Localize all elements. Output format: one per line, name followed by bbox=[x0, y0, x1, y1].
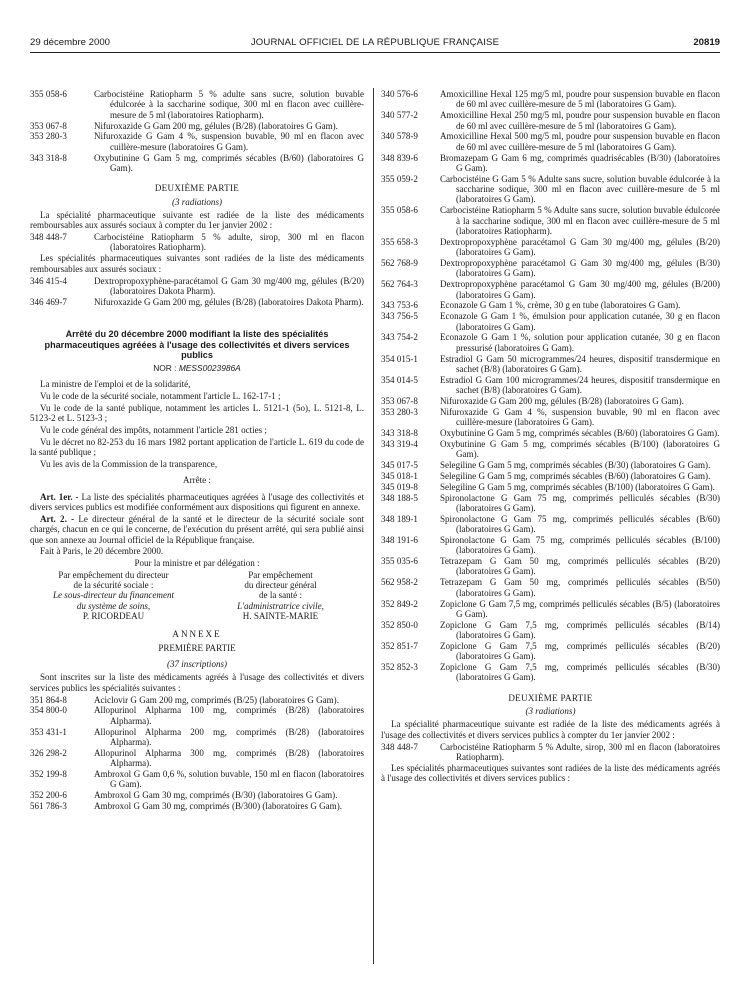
item-code: 353 280-3 bbox=[30, 131, 67, 142]
item-code: 343 318-8 bbox=[30, 152, 67, 163]
list-item bbox=[30, 801, 364, 811]
nor-reference bbox=[30, 363, 364, 373]
item-description: Econazole G Gam 1 %, émulsion pour application cutanée, 30 g en flacon (laboratoires G Gam). bbox=[440, 311, 720, 332]
item-code: 326 298-2 bbox=[30, 747, 67, 758]
list-item bbox=[30, 89, 364, 120]
item-code: 355 058-6 bbox=[381, 205, 418, 216]
item-description: Allopurinol Alpharma 200 mg, comprimés (B/28) (laboratoires Alpharma). bbox=[94, 726, 364, 747]
list-item bbox=[381, 311, 720, 332]
item-description: Estradiol G Gam 100 microgrammes/24 heures, dispositif transdermique en sachet (B/8) (laboratoires G Gam). bbox=[440, 374, 720, 396]
vu-3: Vu le code général des impôts, notamment l'article 281 octies ; bbox=[40, 425, 267, 436]
item-code: 355 059-2 bbox=[381, 173, 418, 184]
list-item bbox=[381, 153, 720, 174]
item-description: Econazole G Gam 1 %, solution pour application cutanée, 30 g en flacon pressurisé (laboratoires G Gam). bbox=[440, 332, 720, 353]
item-code: 352 849-2 bbox=[381, 598, 418, 609]
left-part2-para1: La spécialité pharmaceutique suivante est radiée de la liste des médicaments remboursables aux assurés sociaux à compter du 1er janvier 2002 : bbox=[30, 209, 364, 231]
item-description: Estradiol G Gam 50 microgrammes/24 heures, dispositif transdermique en sachet (B/8) (laboratoires G Gam). bbox=[440, 353, 720, 374]
item-description: Dextropropoxyphène paracétamol G Gam 30 mg/400 mg, gélules (B/200) (laboratoires G Gam). bbox=[440, 279, 720, 300]
item-description: Allopurinol Alpharma 300 mg, comprimés (B/28) (laboratoires Alpharma). bbox=[94, 747, 364, 769]
item-description: Aciclovir G Gam 200 mg, comprimés (B/25) (laboratoires G Gam). bbox=[94, 694, 339, 705]
list-item bbox=[30, 790, 364, 800]
left-part2-subtitle: (3 radiations) bbox=[171, 196, 222, 207]
signature-left bbox=[30, 570, 197, 622]
item-description: Selegiline G Gam 5 mg, comprimés sécables (B/30) (laboratoires G Gam). bbox=[440, 460, 711, 471]
vu-4: Vu le décret no 82-253 du 16 mars 1982 portant application de l'article L. 619 du code de la santé publique ; bbox=[30, 436, 364, 458]
item-description: Nifuroxazide G Gam 200 mg, gélules (B/28) (laboratoires Dakota Pharm). bbox=[94, 296, 364, 307]
left-column bbox=[30, 89, 364, 812]
signature-line: Le sous-directeur du financement bbox=[52, 590, 175, 601]
list-item bbox=[381, 174, 720, 205]
item-description: Carbocistéine Ratiopharm 5 % Adulte, sirop, 300 ml en flacon (laboratoires Ratiopharm). bbox=[440, 741, 720, 762]
list-item bbox=[381, 471, 720, 481]
vu-5: Vu les avis de la Commission de la transparence, bbox=[40, 459, 218, 470]
item-code: 348 189-1 bbox=[381, 513, 418, 524]
annexe-title: ANNEXE bbox=[172, 629, 222, 640]
item-code: 346 415-4 bbox=[30, 275, 67, 286]
item-description: Zopiclone G Gam 7,5 mg, comprimés pelliculés sécables (B/20) (laboratoires G Gam). bbox=[440, 640, 720, 662]
signature-right bbox=[197, 570, 364, 622]
item-code: 343 756-5 bbox=[381, 311, 418, 322]
item-description: Oxybutinine G Gam 5 mg, comprimés sécables (B/100) (laboratoires G Gam). bbox=[440, 438, 720, 460]
right-column bbox=[381, 89, 720, 785]
item-code: 345 018-1 bbox=[381, 470, 418, 481]
item-description: Ambroxol G Gam 30 mg, comprimés (B/30) (laboratoires G Gam). bbox=[94, 790, 338, 801]
list-item bbox=[381, 131, 720, 152]
list-item bbox=[30, 276, 364, 297]
page-header bbox=[30, 37, 720, 51]
nor-value: MESS0023986A bbox=[178, 362, 241, 373]
item-code: 352 200-6 bbox=[30, 790, 67, 801]
item-code: 354 014-5 bbox=[381, 374, 418, 385]
item-code: 340 577-2 bbox=[381, 110, 418, 121]
item-code: 340 578-9 bbox=[381, 131, 418, 142]
article-1 bbox=[30, 492, 364, 513]
signature-line: L'administratrice civile, bbox=[237, 600, 324, 611]
item-code: 562 958-2 bbox=[381, 577, 418, 588]
left-part2-para2: Les spécialités pharmaceutiques suivantes sont radiées de la liste des médicaments remboursables aux assurés sociaux : bbox=[30, 253, 364, 274]
list-item bbox=[381, 279, 720, 300]
item-code: 343 753-6 bbox=[381, 300, 418, 311]
item-description: Zopiclone G Gam 7,5 mg, comprimés pelliculés sécables (B/14) (laboratoires G Gam). bbox=[440, 619, 720, 641]
item-code: 355 058-6 bbox=[30, 89, 67, 99]
list-item bbox=[30, 705, 364, 726]
list-item bbox=[381, 620, 720, 641]
item-description: Nifuroxazide G Gam 200 mg, gélules (B/28) (laboratoires G Gam). bbox=[94, 120, 338, 131]
item-code: 353 067-8 bbox=[381, 395, 418, 406]
item-code: 346 469-7 bbox=[30, 296, 67, 307]
part1-para: Sont inscrites sur la liste des médicaments agréés à l'usage des collectivités et divers services publics les spécialités suivantes : bbox=[30, 672, 364, 693]
list-item bbox=[381, 535, 720, 556]
article-2-text: Le directeur général de la santé et le directeur de la sécurité sociale sont chargés, chacun en ce qui le concerne, de l'exécution du présent arrêté, qui sera publié ainsi que son annexe au Journal officiel de la République française. bbox=[30, 513, 365, 545]
item-code: 355 035-6 bbox=[381, 556, 418, 567]
list-item bbox=[30, 121, 364, 131]
signatures bbox=[30, 570, 364, 622]
list-item bbox=[381, 300, 720, 310]
list-item bbox=[381, 407, 720, 428]
item-code: 353 280-3 bbox=[381, 406, 418, 417]
list-item bbox=[381, 577, 720, 598]
item-description: Oxybutinine G Gam 5 mg, comprimés sécables (B/60) (laboratoires G Gam). bbox=[94, 152, 364, 173]
list-item bbox=[381, 332, 720, 353]
item-description: Selegiline G Gam 5 mg, comprimés sécables (B/100) (laboratoires G Gam). bbox=[440, 481, 715, 492]
item-description: Selegiline G Gam 5 mg, comprimés sécables (B/60) (laboratoires G Gam). bbox=[440, 470, 711, 481]
list-item bbox=[30, 297, 364, 307]
item-code: 343 754-2 bbox=[381, 332, 418, 343]
list-item bbox=[381, 599, 720, 620]
item-description: Bromazepam G Gam 6 mg, comprimés quadrisécables (B/30) (laboratoires G Gam). bbox=[440, 152, 720, 173]
pour-line: Pour la ministre et par délégation : bbox=[134, 558, 260, 569]
item-description: Amoxicilline Hexal 125 mg/5 ml, poudre pour suspension buvable en flacon de 60 ml avec cuillère-mesure de 5 ml (laboratoires G Gam). bbox=[440, 89, 720, 110]
list-item bbox=[30, 153, 364, 174]
item-code: 354 015-1 bbox=[381, 353, 418, 364]
list-item bbox=[381, 428, 720, 438]
item-description: Spironolactone G Gam 75 mg, comprimés pelliculés sécables (B/100) (laboratoires G Gam). bbox=[440, 534, 720, 556]
right-part2-para1: La spécialité pharmaceutique suivante est radiée de la liste des médicaments agréés à l'usage des collectivités et divers services publics à compter du 1er janvier 2002 : bbox=[381, 719, 720, 740]
part1-entries bbox=[30, 695, 364, 812]
signature-line: de la santé : bbox=[259, 590, 302, 601]
item-code: 352 851-7 bbox=[381, 640, 418, 651]
vu-2: Vu le code de la santé publique, notamment les articles L. 5121-1 (5o), L. 5121-8, L. 5123-2 et L. 5123-3 ; bbox=[30, 402, 364, 424]
right-part2-para2: Les spécialités pharmaceutiques suivantes sont radiées de la liste des médicaments agréés à l'usage des collectivités et divers services publics : bbox=[381, 762, 720, 784]
list-item bbox=[381, 205, 720, 236]
item-description: Carbocistéine Ratiopharm 5 % adulte, sirop, 300 ml en flacon (laboratoires Ratiopharm). bbox=[94, 232, 364, 253]
item-description: Allopurinol Alpharma 100 mg, comprimés (B/28) (laboratoires Alpharma). bbox=[94, 705, 364, 726]
item-description: Dextropropoxyphène paracétamol G Gam 30 mg/400 mg, gélules (B/20) (laboratoires G Gam). bbox=[440, 236, 720, 258]
signature-line: du directeur général bbox=[244, 580, 317, 590]
item-description: Amoxicilline Hexal 500 mg/5 ml, poudre pour suspension buvable en flacon de 60 ml avec cuillère-mesure de 5 ml (laboratoires G Gam). bbox=[440, 131, 720, 152]
article-1-label: Art. 1er. - bbox=[40, 491, 79, 502]
item-code: 352 199-8 bbox=[30, 769, 67, 779]
signature-line: P. RICORDEAU bbox=[82, 611, 145, 622]
list-item bbox=[30, 232, 364, 253]
article-2-label: Art. 2. - bbox=[40, 513, 75, 524]
signature-line: Par empêchement du directeur bbox=[58, 569, 169, 580]
arrete-title: Arrêté du 20 décembre 2000 modifiant la liste des spécialités pharmaceutiques agréées à l'usage des collectivités et divers services publics bbox=[44, 329, 350, 361]
list-item bbox=[30, 695, 364, 705]
item-description: Nifuroxazide G Gam 4 %, suspension buvable, 90 ml en flacon avec cuillère-mesure (laboratoires G Gam). bbox=[94, 131, 364, 152]
item-description: Tetrazepam G Gam 50 mg, comprimés pelliculés sécables (B/20) (laboratoires G Gam). bbox=[440, 556, 720, 577]
header-rule bbox=[30, 52, 720, 53]
article-2 bbox=[30, 514, 364, 545]
signature-line: H. SAINTE-MARIE bbox=[242, 611, 319, 622]
item-code: 343 318-8 bbox=[381, 428, 418, 438]
list-item bbox=[381, 375, 720, 396]
item-code: 348 188-5 bbox=[381, 492, 418, 503]
list-item bbox=[381, 237, 720, 258]
part1-title: PREMIÈRE PARTIE bbox=[158, 642, 236, 653]
item-code: 353 067-8 bbox=[30, 120, 67, 131]
left-part2-title: DEUXIÈME PARTIE bbox=[154, 183, 240, 194]
part1-subtitle: (37 inscriptions) bbox=[166, 659, 228, 670]
item-description: Nifuroxazide G Gam 200 mg, gélules (B/28) (laboratoires G Gam). bbox=[440, 395, 684, 406]
item-code: 348 191-6 bbox=[381, 534, 418, 545]
item-description: Carbocistéine Ratiopharm 5 % adulte sans sucre, solution buvable édulcorée à la saccharine sodique, 300 ml en flacon avec cuillère-mesure de 5 ml (laboratoires Ratiopharm). bbox=[94, 89, 364, 120]
item-code: 352 850-0 bbox=[381, 619, 418, 630]
item-description: Carbocistéine G Gam 5 % Adulte sans sucre, solution buvable édulcorée à la saccharine sodique, 300 ml en flacon avec cuillère-mesure de 5 ml (laboratoires G Gam). bbox=[440, 173, 720, 205]
item-description: Amoxicilline Hexal 250 mg/5 ml, poudre pour suspension buvable en flacon de 60 ml avec cuillère-mesure de 5 ml (laboratoires G Gam). bbox=[440, 110, 720, 131]
item-code: 355 658-3 bbox=[381, 236, 418, 247]
item-description: Ambroxol G Gam 0,6 %, solution buvable, 150 ml en flacon (laboratoires G Gam). bbox=[94, 769, 364, 790]
item-description: Zopiclone G Gam 7,5 mg, comprimés pelliculés sécables (B/30) (laboratoires G Gam). bbox=[440, 662, 720, 683]
item-code: 351 864-8 bbox=[30, 694, 67, 705]
list-item bbox=[381, 460, 720, 470]
item-description: Tetrazepam G Gam 50 mg, comprimés pelliculés sécables (B/50) (laboratoires G Gam). bbox=[440, 577, 720, 598]
item-code: 343 319-4 bbox=[381, 438, 418, 449]
item-code: 348 448-7 bbox=[381, 741, 418, 752]
minister-line: La ministre de l'emploi et de la solidarité, bbox=[40, 379, 191, 390]
journal-title: JOURNAL OFFICIEL DE LA RÉPUBLIQUE FRANÇAISE bbox=[250, 37, 500, 48]
left-top-entries bbox=[30, 89, 364, 173]
right-part2-title: DEUXIÈME PARTIE bbox=[508, 692, 593, 703]
header-date: 29 décembre 2000 bbox=[30, 37, 111, 48]
item-code: 562 768-9 bbox=[381, 258, 418, 268]
list-item bbox=[381, 89, 720, 110]
list-item bbox=[381, 110, 720, 131]
list-item bbox=[381, 258, 720, 279]
list-item bbox=[30, 727, 364, 748]
left-part2-entries bbox=[30, 276, 364, 308]
item-description: Zopiclone G Gam 7,5 mg, comprimés pelliculés sécables (B/5) (laboratoires G Gam). bbox=[440, 598, 720, 619]
item-description: Econazole G Gam 1 %, crème, 30 g en tube (laboratoires G Gam). bbox=[440, 300, 681, 311]
item-description: Ambroxol G Gam 30 mg, comprimés (B/300) (laboratoires G Gam). bbox=[94, 801, 342, 812]
item-description: Spironolactone G Gam 75 mg, comprimés pelliculés sécables (B/30) (laboratoires G Gam). bbox=[440, 492, 720, 513]
item-code: 348 839-6 bbox=[381, 152, 418, 163]
item-code: 348 448-7 bbox=[30, 232, 67, 243]
column-divider bbox=[373, 88, 374, 964]
list-item bbox=[30, 131, 364, 152]
list-item bbox=[381, 641, 720, 662]
list-item bbox=[381, 514, 720, 535]
item-description: Oxybutinine G Gam 5 mg, comprimés sécables (B/60) (laboratoires G Gam). bbox=[440, 428, 720, 438]
item-code: 353 431-1 bbox=[30, 726, 67, 737]
article-1-text: La liste des spécialités pharmaceutiques agréées à l'usage des collectivités et divers services publics est modifiée conformément aux dispositions qui figurent en annexe. bbox=[30, 491, 364, 513]
item-code: 561 786-3 bbox=[30, 801, 67, 812]
list-item bbox=[30, 769, 364, 790]
fait-line: Fait à Paris, le 20 décembre 2000. bbox=[40, 546, 164, 557]
item-code: 562 764-3 bbox=[381, 279, 418, 290]
item-code: 352 852-3 bbox=[381, 662, 418, 673]
list-item bbox=[381, 493, 720, 514]
right-part2-subtitle: (3 radiations) bbox=[525, 706, 576, 717]
arrete-word: Arrête : bbox=[183, 475, 211, 486]
item-code: 345 019-8 bbox=[381, 481, 418, 492]
signature-line: de la sécurité sociale : bbox=[73, 580, 154, 590]
signature-line: du système de soins, bbox=[76, 600, 151, 611]
item-code: 354 800-0 bbox=[30, 705, 67, 716]
item-description: Carbocistéine Ratiopharm 5 % Adulte sans sucre, solution buvable édulcorée à la saccharine sodique, 300 ml en flacon avec cuillère-mesure de 5 ml (laboratoires Ratiopharm). bbox=[440, 205, 720, 236]
list-item bbox=[30, 748, 364, 769]
vu-1: Vu le code de la sécurité sociale, notamment l'article L. 162-17-1 ; bbox=[40, 391, 281, 401]
list-item bbox=[381, 396, 720, 406]
item-code: 345 017-5 bbox=[381, 460, 418, 471]
list-item bbox=[381, 439, 720, 460]
item-code: 340 576-6 bbox=[381, 89, 418, 99]
item-description: Dextropropoxyphène paracétamol G Gam 30 mg/400 mg, gélules (B/30) (laboratoires G Gam). bbox=[440, 258, 720, 279]
list-item bbox=[381, 662, 720, 683]
right-entries bbox=[381, 89, 720, 683]
item-description: Nifuroxazide G Gam 4 %, suspension buvable, 90 ml en flacon avec cuillère-mesure (laboratoires G Gam). bbox=[440, 406, 720, 428]
list-item bbox=[381, 742, 720, 763]
item-description: Dextropropoxyphène-paracétamol G Gam 30 mg/400 mg, gélules (B/20) (laboratoires Dakota Pharm). bbox=[94, 275, 364, 296]
list-item bbox=[381, 354, 720, 375]
page-number: 20819 bbox=[693, 37, 720, 48]
list-item bbox=[381, 482, 720, 492]
list-item bbox=[381, 556, 720, 577]
nor-label: NOR : bbox=[153, 362, 177, 373]
item-description: Spironolactone G Gam 75 mg, comprimés pelliculés sécables (B/60) (laboratoires G Gam). bbox=[440, 513, 720, 535]
signature-line: Par empêchement bbox=[248, 569, 313, 580]
